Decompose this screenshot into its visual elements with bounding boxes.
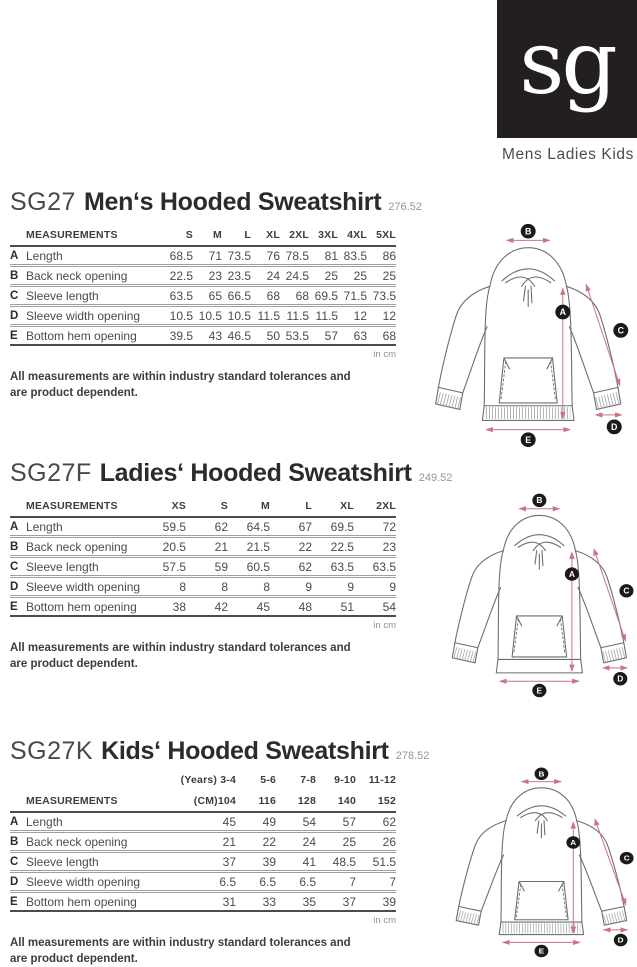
measurement-value: 63 [338, 326, 367, 346]
row-letter: E [10, 326, 26, 346]
brand-logo: sg [519, 11, 615, 114]
row-letter: D [10, 872, 26, 892]
diagram-label-a [555, 305, 570, 320]
hood-outline [490, 248, 567, 287]
table-row [10, 557, 396, 577]
diagram-label-a [566, 836, 580, 848]
table-header-row [10, 495, 396, 517]
table-row [10, 812, 396, 832]
sleeve-left-inner [478, 587, 501, 647]
row-label: Sleeve width opening [26, 872, 166, 892]
row-label: Length [26, 517, 144, 537]
measurement-value: 78.5 [280, 246, 309, 266]
svg-text:A: A [570, 838, 577, 848]
measurement-value: 10.5 [222, 306, 251, 326]
measurement-value: 39.5 [164, 326, 193, 346]
size-column-header: 4XL [338, 224, 367, 246]
arrow-sleeve-length-c [594, 549, 626, 641]
measurement-value: 38 [144, 597, 186, 617]
row-letter: B [10, 537, 26, 557]
measurement-value: 12 [338, 306, 367, 326]
table-row [10, 286, 396, 306]
row-label: Sleeve length [26, 852, 166, 872]
header-cell [10, 224, 26, 246]
measurement-value: 11.5 [309, 306, 338, 326]
measurement-value: 59.5 [144, 517, 186, 537]
product-number: 276.52 [388, 201, 422, 213]
measurement-value: 10.5 [164, 306, 193, 326]
measurement-value: 65 [193, 286, 222, 306]
sleeve-left-outer [438, 286, 489, 387]
measurement-value: 46.5 [222, 326, 251, 346]
diagram-label-d [607, 420, 622, 435]
measurement-value: 57.5 [144, 557, 186, 577]
measurement-value: 66.5 [222, 286, 251, 306]
diagram-label-c [613, 323, 628, 338]
svg-text:B: B [538, 769, 545, 779]
size-column-header: 2XL [354, 495, 396, 517]
measurement-value: 33 [236, 892, 276, 912]
tolerance-note-line2: are product dependent. [10, 953, 138, 966]
measurement-value: 71 [193, 246, 222, 266]
svg-text:E: E [525, 434, 532, 445]
measurement-value: 41 [276, 852, 316, 872]
measurement-value: 7 [316, 872, 356, 892]
kangaroo-pocket [499, 358, 557, 403]
diagram-label-b [521, 224, 536, 239]
size-column-header: XS [144, 495, 186, 517]
table-row [10, 892, 396, 912]
measurement-value: 25 [338, 266, 367, 286]
age-column-header: 11-12 [368, 774, 396, 786]
measurement-value: 12 [367, 306, 396, 326]
measurement-value: 73.5 [367, 286, 396, 306]
svg-text:B: B [524, 226, 532, 237]
table-header-row [10, 224, 396, 246]
measurement-value: 26 [356, 832, 396, 852]
row-letter: E [10, 597, 26, 617]
hoodie-sketch [436, 248, 621, 421]
row-letter: C [10, 557, 26, 577]
measurement-value: 60.5 [228, 557, 270, 577]
header-cell [26, 769, 166, 790]
cuff-left-ribbing [438, 398, 460, 404]
row-label: Sleeve width opening [26, 306, 164, 326]
measurement-value: 62 [356, 812, 396, 832]
measurement-value: 63.5 [164, 286, 193, 306]
tolerance-note-line2: are product dependent. [10, 658, 138, 671]
size-column-header: 5XL [367, 224, 396, 246]
sleeve-right-inner [569, 327, 593, 393]
drawcords [537, 821, 545, 838]
diagram-label-c [619, 584, 633, 597]
product-title [10, 188, 422, 217]
hoodie-size-diagram [451, 766, 637, 958]
body-left [498, 551, 503, 660]
measurement-value: 6.5 [276, 872, 316, 892]
measurement-value: 23 [354, 537, 396, 557]
table-row [10, 306, 396, 326]
row-label: Sleeve length [26, 557, 144, 577]
body-right [577, 821, 582, 922]
table-row [10, 597, 396, 617]
measurement-value: 45 [228, 597, 270, 617]
tolerance-note-line1: All measurements are within industry standard tolerances and [10, 371, 351, 383]
measurement-value: 49 [236, 812, 276, 832]
diagram-label-d [614, 934, 628, 946]
svg-text:C: C [623, 854, 630, 863]
measurement-value: 51 [312, 597, 354, 617]
size-column-header: (CM)104 [166, 790, 236, 812]
hood-outline [503, 515, 575, 550]
diagram-label-a [565, 567, 579, 580]
svg-text:A: A [559, 307, 567, 318]
measurement-value: 83.5 [338, 246, 367, 266]
arrow-sleeve-length-c [595, 819, 626, 905]
measurement-value: 9 [354, 577, 396, 597]
table-header-row [10, 790, 396, 812]
measurement-arrows [500, 509, 628, 682]
row-label: Back neck opening [26, 537, 144, 557]
hoodie-sketch [456, 788, 627, 935]
age-column-header: 5-6 [260, 774, 276, 786]
cuff-left-ribbing [459, 916, 480, 921]
row-label: Back neck opening [26, 832, 166, 852]
measurement-arrows [503, 782, 628, 943]
table-row [10, 266, 396, 286]
measurement-value: 68 [367, 326, 396, 346]
age-column-header: 7-8 [300, 774, 316, 786]
row-letter: B [10, 832, 26, 852]
table-row [10, 872, 396, 892]
measurement-value: 24.5 [280, 266, 309, 286]
drawcords [524, 286, 532, 306]
svg-text:C: C [623, 586, 630, 596]
measurements-column-header: MEASUREMENTS [26, 495, 144, 517]
measurement-value: 8 [186, 577, 228, 597]
measurement-value: 59 [186, 557, 228, 577]
measurement-value: 11.5 [251, 306, 280, 326]
product-code: SG27F [10, 459, 92, 487]
tolerance-note-line1: All measurements are within industry standard tolerances and [10, 937, 351, 949]
measurement-value: 81 [309, 246, 338, 266]
measurements-table [10, 224, 396, 346]
tolerance-note [10, 369, 396, 401]
size-column-header: M [193, 224, 222, 246]
measurement-value: 31 [166, 892, 236, 912]
table-row [10, 517, 396, 537]
size-column-header: 2XL [280, 224, 309, 246]
product-name: Ladies‘ Hooded Sweatshirt [99, 459, 412, 487]
measurement-value: 11.5 [280, 306, 309, 326]
svg-text:D: D [617, 936, 624, 945]
sleeve-left-inner [481, 855, 503, 911]
measurement-value: 43 [193, 326, 222, 346]
measurement-value: 21 [166, 832, 236, 852]
product-code: SG27K [10, 737, 94, 765]
tolerance-note-line2: are product dependent. [10, 387, 138, 400]
row-letter: D [10, 577, 26, 597]
size-column-header: 128 [276, 790, 316, 812]
size-column-header: L [270, 495, 312, 517]
measurement-value: 42 [186, 597, 228, 617]
body-right [567, 286, 573, 405]
measurement-value: 86 [367, 246, 396, 266]
measurement-value: 62 [186, 517, 228, 537]
row-label: Bottom hem opening [26, 597, 144, 617]
row-letter: A [10, 812, 26, 832]
hoodie-size-diagram [447, 492, 637, 698]
measurement-value: 72 [354, 517, 396, 537]
age-column-header: 9-10 [334, 774, 356, 786]
size-column-header: 3XL [309, 224, 338, 246]
row-letter: A [10, 517, 26, 537]
measurements-column-header: MEASUREMENTS [26, 224, 164, 246]
table-row [10, 577, 396, 597]
measurement-value: 39 [236, 852, 276, 872]
measurement-value: 39 [356, 892, 396, 912]
measurement-value: 54 [276, 812, 316, 832]
measurement-value: 51.5 [356, 852, 396, 872]
table-row [10, 537, 396, 557]
measurement-value: 57 [309, 326, 338, 346]
size-column-header: M [228, 495, 270, 517]
measurement-arrows [486, 240, 622, 429]
cuff-right-ribbing [596, 398, 618, 404]
measurement-value: 54 [354, 597, 396, 617]
measurement-value: 73.5 [222, 246, 251, 266]
size-column-header: L [222, 224, 251, 246]
units-label: in cm [373, 349, 396, 360]
measurement-value: 23 [193, 266, 222, 286]
measurement-value: 69.5 [312, 517, 354, 537]
header-cell [10, 790, 26, 812]
table-header-row-ages [10, 769, 396, 790]
row-letter: D [10, 306, 26, 326]
hoodie-sketch [452, 515, 626, 672]
measurement-value: 8 [144, 577, 186, 597]
measurement-value: 48 [270, 597, 312, 617]
row-letter: B [10, 266, 26, 286]
product-number: 278.52 [395, 750, 430, 762]
measurement-value: 68.5 [164, 246, 193, 266]
measurement-value: 76 [251, 246, 280, 266]
product-code: SG27 [10, 188, 76, 216]
measurement-value: 9 [270, 577, 312, 597]
brand-logo-box [497, 0, 637, 138]
tolerance-note [10, 935, 396, 967]
measurements-table [10, 769, 396, 912]
measurements-block [10, 224, 396, 401]
svg-text:D: D [611, 422, 618, 432]
measurement-value: 23.5 [222, 266, 251, 286]
sleeve-right-inner [578, 587, 601, 647]
size-column-header: XL [312, 495, 354, 517]
size-column-header: S [186, 495, 228, 517]
size-column-header: XL [251, 224, 280, 246]
measurement-value: 6.5 [236, 872, 276, 892]
size-column-header: 116 [236, 790, 276, 812]
measurement-value: 53.5 [280, 326, 309, 346]
diagram-label-e [521, 432, 536, 447]
measurement-value: 8 [228, 577, 270, 597]
sleeve-left-inner [463, 327, 487, 393]
tolerance-note [10, 640, 396, 672]
tolerance-note-line1: All measurements are within industry standard tolerances and [10, 642, 351, 654]
measurement-value: 63.5 [354, 557, 396, 577]
measurement-value: 7 [356, 872, 396, 892]
measurement-value: 68 [251, 286, 280, 306]
units-label: in cm [373, 620, 396, 631]
sleeve-left-outer [459, 821, 506, 907]
measurement-value: 64.5 [228, 517, 270, 537]
measurement-value: 6.5 [166, 872, 236, 892]
measurements-block [10, 495, 396, 672]
sleeve-right-inner [579, 855, 601, 911]
svg-text:E: E [536, 686, 543, 696]
size-column-header: 140 [316, 790, 356, 812]
sleeve-left-outer [455, 551, 503, 643]
measurement-value: 21 [186, 537, 228, 557]
kangaroo-pocket [515, 882, 568, 920]
measurement-value: 48.5 [316, 852, 356, 872]
kangaroo-pocket [512, 616, 567, 657]
row-label: Length [26, 812, 166, 832]
row-label: Bottom hem opening [26, 326, 164, 346]
measurement-value: 67 [270, 517, 312, 537]
measurement-value: 57 [316, 812, 356, 832]
measurement-value: 25 [367, 266, 396, 286]
units-label: in cm [373, 915, 396, 926]
measurement-value: 25 [316, 832, 356, 852]
measurement-value: 22.5 [164, 266, 193, 286]
size-column-header: S [164, 224, 193, 246]
row-label: Sleeve length [26, 286, 164, 306]
product-name: Men‘s Hooded Sweatshirt [83, 188, 382, 216]
diagram-label-c [620, 852, 634, 864]
measurement-value: 24 [251, 266, 280, 286]
product-number: 249.52 [418, 472, 453, 484]
measurements-block [10, 769, 396, 967]
measurement-value: 37 [166, 852, 236, 872]
cuff-right-ribbing [603, 916, 624, 921]
measurement-value: 45 [166, 812, 236, 832]
measurement-value: 24 [276, 832, 316, 852]
measurement-value: 22 [270, 537, 312, 557]
body-right [575, 551, 580, 660]
body-left [501, 821, 506, 922]
measurement-value: 50 [251, 326, 280, 346]
measurements-column-header: MEASUREMENTS [26, 790, 166, 812]
hem-band [496, 659, 582, 672]
measurements-table [10, 495, 396, 617]
row-label: Bottom hem opening [26, 892, 166, 912]
measurement-value: 37 [316, 892, 356, 912]
row-label: Back neck opening [26, 266, 164, 286]
table-row [10, 852, 396, 872]
hood-outline [506, 788, 577, 821]
measurement-value: 68 [280, 286, 309, 306]
svg-text:D: D [617, 674, 624, 684]
measurement-value: 63.5 [312, 557, 354, 577]
diagram-label-e [535, 945, 549, 957]
measurement-value: 22 [236, 832, 276, 852]
age-column-header: (Years) 3-4 [180, 774, 236, 786]
row-letter: C [10, 286, 26, 306]
svg-text:B: B [536, 496, 543, 506]
measurement-value: 71.5 [338, 286, 367, 306]
table-row [10, 326, 396, 346]
measurement-value: 69.5 [309, 286, 338, 306]
diagram-label-d [613, 672, 627, 685]
measurement-value: 10.5 [193, 306, 222, 326]
cuff-left-ribbing [455, 653, 476, 658]
product-title [10, 459, 452, 488]
svg-text:E: E [538, 946, 545, 956]
drawcords [535, 551, 543, 569]
diagram-label-b [535, 768, 549, 780]
hoodie-size-diagram [430, 222, 632, 448]
brand-tagline: Mens Ladies Kids [502, 146, 634, 163]
measurement-value: 20.5 [144, 537, 186, 557]
measurement-value: 62 [270, 557, 312, 577]
size-column-header: 152 [356, 790, 396, 812]
product-title [10, 737, 429, 766]
row-letter: E [10, 892, 26, 912]
diagram-label-b [532, 494, 546, 507]
row-label: Sleeve width opening [26, 577, 144, 597]
table-row [10, 246, 396, 266]
row-letter: A [10, 246, 26, 266]
body-left [484, 286, 490, 405]
measurement-value: 9 [312, 577, 354, 597]
row-label: Length [26, 246, 164, 266]
header-cell [10, 495, 26, 517]
measurement-value: 25 [309, 266, 338, 286]
svg-text:A: A [568, 570, 575, 579]
measurement-value: 21.5 [228, 537, 270, 557]
svg-text:C: C [617, 325, 624, 336]
header-cell [10, 769, 26, 790]
table-row [10, 832, 396, 852]
measurement-value: 35 [276, 892, 316, 912]
diagram-label-e [532, 684, 546, 697]
cuff-right-ribbing [603, 653, 624, 658]
product-name: Kids‘ Hooded Sweatshirt [101, 737, 389, 765]
arrow-sleeve-length-c [586, 284, 620, 385]
row-letter: C [10, 852, 26, 872]
measurement-value: 22.5 [312, 537, 354, 557]
